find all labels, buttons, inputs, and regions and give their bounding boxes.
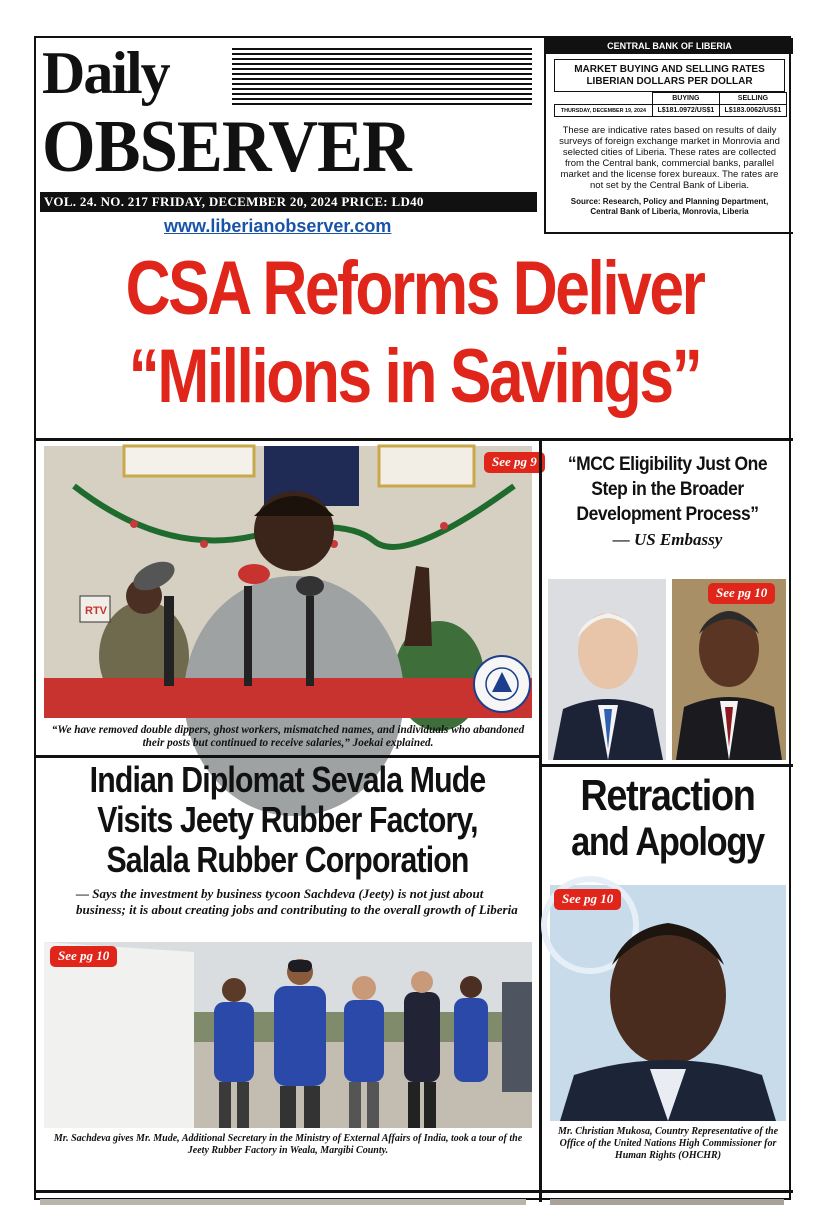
indian-headline-line1: Indian Diplomat Sevala Mude [89,759,486,800]
bottom-photo-strip-right [550,1199,784,1205]
mic-label: RTV [85,605,107,617]
divider [36,755,539,758]
portrait-illustration [550,885,786,1121]
exchange-rate-note: These are indicative rates based on results of daily surveys of foreign exchange market in Monrovia and selected cities of Liberia. These rates are collected from the Central bank, commercial banks, parallel market and the license forex bureaux. The rates are not set by the Central Bank of Liberia. [559,125,780,191]
masthead-stripes [232,48,532,106]
indian-subhead: — Says the investment by business tycoon Sachdeva (Jeety) is not just about business; it is about creating jobs and contributing to the overall growth of Liberia [76,886,518,917]
exchange-rate-title-line2: LIBERIAN DOLLARS PER DOLLAR [586,76,753,87]
divider [542,764,793,767]
mcc-attribution: — US Embassy [612,530,723,549]
exchange-rate-title-line1: MARKET BUYING AND SELLING RATES [574,64,765,75]
see-page-badge[interactable]: See pg 10 [554,889,621,910]
main-headline [36,246,793,422]
retraction-story [542,772,793,864]
indian-headline-line2: Visits Jeety Rubber Factory, [97,799,478,840]
exchange-rate-source: Source: Research, Policy and Planning Department, Central Bank of Liberia, Monrovia, Liberia [570,197,769,216]
factory-tour-illustration [44,942,532,1128]
indian-story-caption: Mr. Sachdeva gives Mr. Mude, Additional Secretary in the Ministry of External Affairs of India, took a tour of the Jeety Rubber Factory in Weala, Margibi County. [53,1133,523,1156]
see-page-badge[interactable]: See pg 10 [708,583,775,604]
bottom-strip [36,1190,793,1202]
selling-header: SELLING [719,93,786,105]
table-cell-empty [555,93,653,105]
photo-portrait-right [672,579,786,760]
rate-date: THURSDAY, DECEMBER 19, 2024 [555,105,653,117]
main-story-caption: “We have removed double dippers, ghost workers, mismatched names, and individuals who abandoned their posts but continued to receive salaries,” Joekai explained. [51,724,525,749]
portrait-illustration [672,579,786,760]
retraction-headline-line2: and Apology [571,820,764,864]
main-story-photo [44,446,537,718]
volume-line: VOL. 24. NO. 217 FRIDAY, DECEMBER 20, 2024 PRICE: LD40 [40,192,537,212]
exchange-rate-box [544,38,793,234]
buying-rate: L$181.0972/US$1 [652,105,719,117]
table-row [555,93,787,105]
see-page-badge[interactable]: See pg 10 [50,946,117,967]
press-conference-illustration [44,446,532,718]
buying-header: BUYING [652,93,719,105]
divider [36,438,793,441]
retraction-photo [550,885,786,1121]
newspaper-front-page [34,36,791,1200]
mcc-quote: “MCC Eligibility Just One Step in the Broader Development Process” [567,454,768,525]
portrait-illustration [548,579,666,760]
table-row [555,105,787,117]
mcc-story [542,452,793,551]
retraction-headline-line1: Retraction [580,771,755,820]
selling-rate: L$183.0062/US$1 [719,105,786,117]
main-headline-line2: “Millions in Savings” [128,334,701,419]
indian-diplomat-story [36,760,539,918]
retraction-caption: Mr. Christian Mukosa, Country Representative of the Office of the United Nations High Commissioner for Human Rights (OHCHR) [557,1126,779,1161]
exchange-rate-header: CENTRAL BANK OF LIBERIA [546,38,793,54]
masthead [36,38,541,243]
website-link[interactable]: www.liberianobserver.com [164,216,392,236]
exchange-rate-title [554,59,785,92]
indian-story-photo [44,942,532,1128]
bottom-photo-strip-left [40,1199,526,1205]
main-headline-line1: CSA Reforms Deliver [125,246,704,331]
logo-observer: OBSERVER [42,106,411,188]
exchange-rate-table [554,92,787,117]
see-page-badge[interactable]: See pg 9 [484,452,545,473]
logo-daily: Daily [42,40,169,106]
photo-portrait-left [548,579,666,760]
indian-headline-line3: Salala Rubber Corporation [106,839,469,880]
